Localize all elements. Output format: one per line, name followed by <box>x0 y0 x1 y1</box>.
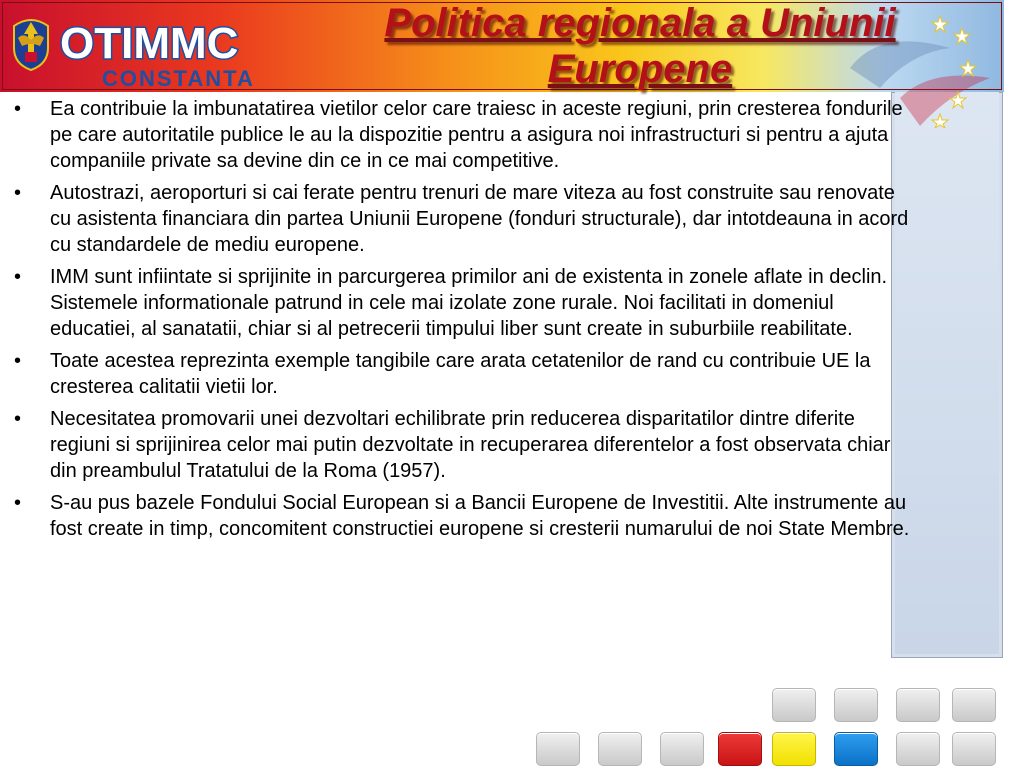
bullet-marker: • <box>14 492 22 514</box>
bullet-item <box>12 264 912 342</box>
logo-text-top: OTIMMC <box>60 19 239 68</box>
bullet-text: Ea contribuie la imbunatatirea vietilor celor care traiesc in aceste regiuni, prin cresterea fondurile pe care autoritatile publice le au la dispozitie pentru a asigura noi infrastructuri si pentru a ajuta companiile private sa devine din ce in ce mai competitive. <box>50 98 903 172</box>
bullet-item <box>12 96 912 174</box>
slide-title <box>330 0 950 92</box>
nav-button-yellow[interactable] <box>772 732 816 766</box>
bullet-marker: • <box>14 350 22 372</box>
title-line-1: Politica regionala a Uniunii <box>384 1 896 45</box>
bullet-item <box>12 348 912 400</box>
bullet-text: S-au pus bazele Fondului Social European si a Bancii Europene de Investitii. Alte instrumente au fost create in timp, concomitent constructiei europene si cresterii numarului de noi State Membre. <box>50 492 910 540</box>
bullet-item <box>12 490 912 542</box>
nav-button-3[interactable] <box>896 688 940 722</box>
nav-button-5[interactable] <box>536 732 580 766</box>
bullet-marker: • <box>14 408 22 430</box>
bullet-text: IMM sunt infiintate si sprijinite in parcurgerea primilor ani de existenta in zonele aflate in declin. Sistemele informationale patrund in cele mai izolate zone rurale. Noi facilitati in domeniul educatiei, al sanatatii, chiar si al petrecerii timpului liber sunt create in suburbiile reabilitate. <box>50 266 888 340</box>
bullet-item <box>12 406 912 484</box>
nav-button-2[interactable] <box>834 688 878 722</box>
bullet-text: Autostrazi, aeroporturi si cai ferate pentru trenuri de mare viteza au fost construite sau renovate cu asistenta financiara din partea Uniunii Europene (fonduri structurale), dar intotdeauna in acord cu standardele de mediu europene. <box>50 182 909 256</box>
nav-button-4[interactable] <box>952 688 996 722</box>
bullet-marker: • <box>14 266 22 288</box>
nav-button-8[interactable] <box>896 732 940 766</box>
bullet-list <box>12 96 912 548</box>
title-line-2: Europene <box>547 47 733 91</box>
logo-text-bottom: CONSTANTA <box>102 66 255 90</box>
bullet-text: Toate acestea reprezinta exemple tangibile care arata cetatenilor de rand cu contribuie UE la cresterea calitatii vietii lor. <box>50 350 871 398</box>
nav-button-1[interactable] <box>772 688 816 722</box>
nav-button-7[interactable] <box>660 732 704 766</box>
nav-button-9[interactable] <box>952 732 996 766</box>
nav-button-blue[interactable] <box>834 732 878 766</box>
bullet-marker: • <box>14 182 22 204</box>
nav-button-6[interactable] <box>598 732 642 766</box>
romania-crest-icon <box>10 12 52 72</box>
otimmc-logo <box>58 14 274 90</box>
bullet-marker: • <box>14 98 22 120</box>
nav-button-red[interactable] <box>718 732 762 766</box>
bullet-item <box>12 180 912 258</box>
bullet-text: Necesitatea promovarii unei dezvoltari echilibrate prin reducerea disparitatilor dintre diferite regiuni si sprijinirea celor mai putin dezvoltate in recuperarea diferentelor a fost observata chiar din preambulul Tratatului de la Roma (1957). <box>50 408 891 482</box>
